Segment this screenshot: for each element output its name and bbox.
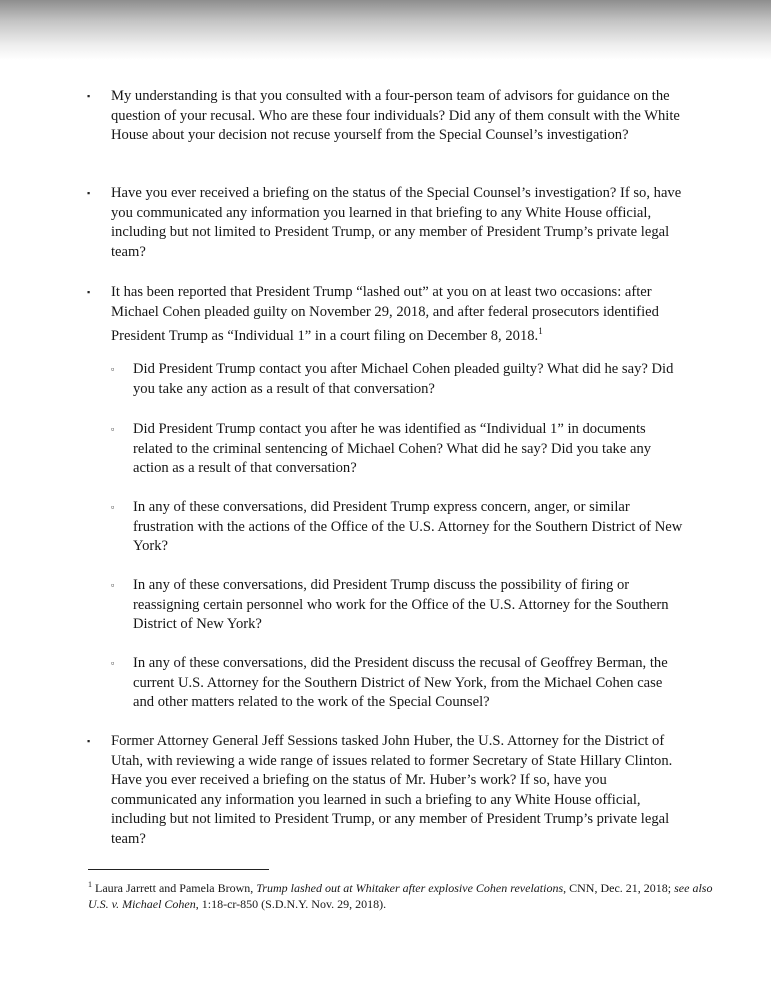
question-text: Have you ever received a briefing on the status of the Special Counsel’s investigation? If so, have you communicated any information you learned in that briefing to any White House official, including but not limited to President Trump, or any member of President Trump’s private legal team? [111, 185, 682, 260]
bullet-icon: ▪ [87, 188, 91, 198]
sub-question-text: Did President Trump contact you after he was identified as “Individual 1” in documents related to the criminal sentencing of Michael Cohen? What did he say? Did you take any action as a result of that conversation? [133, 421, 652, 476]
footnote [88, 877, 718, 912]
question-item [87, 732, 686, 849]
question-text: Former Attorney General Jeff Sessions tasked John Huber, the U.S. Attorney for the District of Utah, with reviewing a wide range of issues related to former Secretary of State Hillary Clinton. Have you ever received a briefing on the status of Mr. Huber’s work? If so, have you communicated any information you learned in such a briefing to any White House official, including but not limited to President Trump, or any member of President Trump’s private legal team? [111, 733, 673, 847]
footnote-source: , CNN, Dec. 21, 2018; [563, 881, 675, 895]
question-body: It has been reported that President Trump “lashed out” at you on at least two occasions: after Michael Cohen pleaded guilty on November 29, 2018, and after federal prosecutors identified President Trump as “Individual 1” in a court filing on December 8, 2018. [111, 284, 659, 344]
footnote-see-also: see also U.S. v. Michael Cohen [88, 881, 713, 911]
footnote-number: 1 [88, 880, 92, 889]
sub-bullet-icon: ▫ [111, 364, 115, 374]
sub-question-item [111, 360, 683, 399]
question-item [87, 184, 686, 262]
sub-question-item [111, 654, 683, 713]
question-text [111, 283, 686, 346]
sub-question-text: In any of these conversations, did President Trump express concern, anger, or similar frustration with the actions of the Office of the U.S. Attorney for the Southern District of New York? [133, 499, 683, 554]
footnote-authors: Laura Jarrett and Pamela Brown, [95, 881, 257, 895]
footnote-article-title: Trump lashed out at Whitaker after explosive Cohen revelations [256, 881, 564, 895]
sub-bullet-icon: ▫ [111, 424, 115, 434]
footnote-reference: 1 [538, 326, 543, 336]
sub-bullet-icon: ▫ [111, 580, 115, 590]
sub-bullet-icon: ▫ [111, 658, 115, 668]
footnote-divider [88, 869, 269, 870]
bullet-icon: ▪ [87, 287, 91, 297]
question-text: My understanding is that you consulted with a four-person team of advisors for guidance on the question of your recusal. Who are these four individuals? Did any of them consult with the White House about your decision not recuse yourself from the Special Counsel’s investigation? [111, 88, 680, 143]
sub-question-item [111, 576, 683, 635]
sub-question-text: In any of these conversations, did President Trump discuss the possibility of firing or reassigning certain personnel who work for the Office of the U.S. Attorney for the Southern District of New York? [133, 577, 669, 632]
sub-bullet-icon: ▫ [111, 502, 115, 512]
sub-question-text: In any of these conversations, did the President discuss the recusal of Geoffrey Berman, the current U.S. Attorney for the Southern District of New York, from the Michael Cohen case and other matters related to the work of the Special Counsel? [133, 655, 668, 710]
sub-question-text: Did President Trump contact you after Michael Cohen pleaded guilty? What did he say? Did you take any action as a result of that conversation? [133, 361, 674, 397]
question-item [87, 283, 686, 346]
footnote-citation: , 1:18-cr-850 (S.D.N.Y. Nov. 29, 2018). [195, 897, 387, 911]
question-item [87, 87, 686, 146]
bullet-icon: ▪ [87, 91, 91, 101]
sub-question-item [111, 498, 683, 557]
bullet-icon: ▪ [87, 736, 91, 746]
sub-question-item [111, 420, 683, 479]
